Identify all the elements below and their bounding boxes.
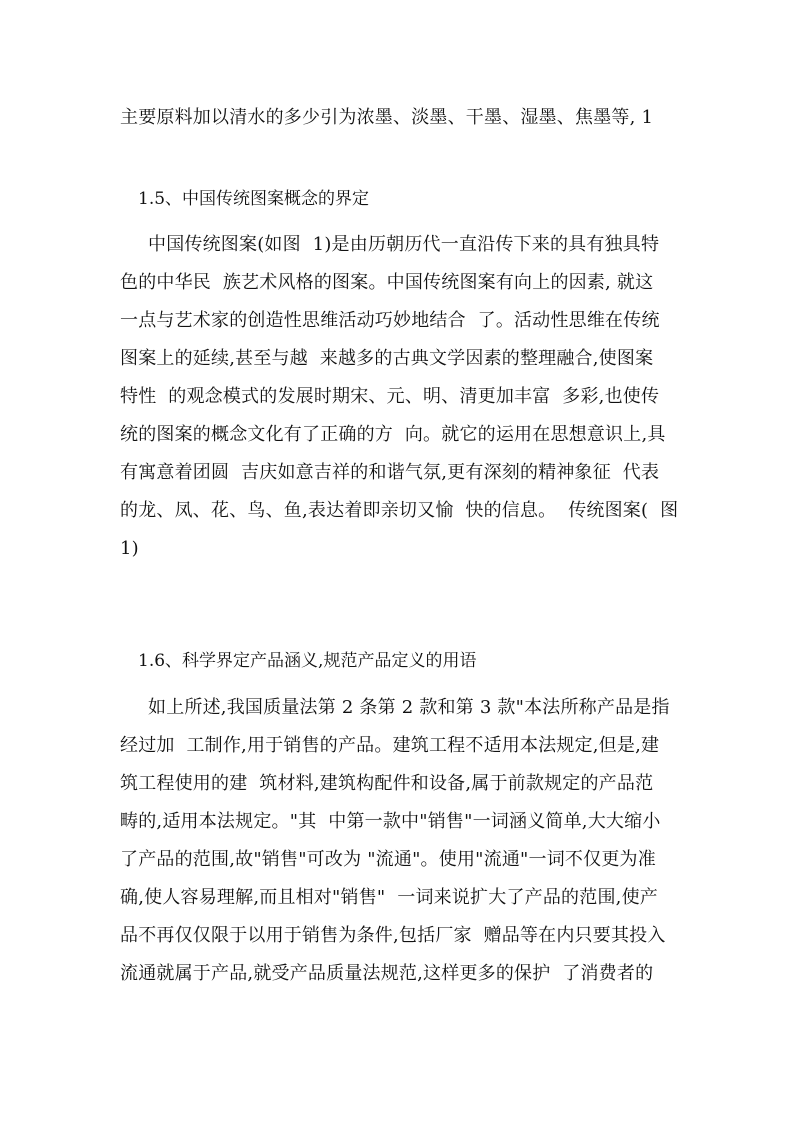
paragraph-line: 如上所述,我国质量法第 2 条第 2 款和第 3 款"本法所称产品是指 bbox=[148, 697, 670, 718]
paragraph-line: 统的图案的概念文化有了正确的方 向。就它的运用在思想意识上,具 bbox=[120, 424, 666, 445]
paragraph-line: 确,使人容易理解,而且相对"销售" 一词来说扩大了产品的范围,使产 bbox=[120, 887, 658, 908]
paragraph-line: 品不再仅仅限于以用于销售为条件,包括厂家 赠品等在内只要其投入 bbox=[120, 925, 666, 946]
paragraph-line: 有寓意着团圆 吉庆如意吉祥的和谐气氛,更有深刻的精神象征 代表 bbox=[120, 462, 660, 483]
paragraph-line: 筑工程使用的建 筑材料,建筑构配件和设备,属于前款规定的产品范 bbox=[120, 773, 654, 794]
intro-line: 主要原料加以清水的多少引为浓墨、淡墨、干墨、湿墨、焦墨等, 1 bbox=[120, 107, 654, 128]
paragraph-line: 一点与艺术家的创造性思维活动巧妙地结合 了。活动性思维在传统 bbox=[120, 310, 660, 331]
paragraph-line: 中国传统图案(如图 1)是由历朝历代一直沿传下来的具有独具特 bbox=[148, 234, 660, 255]
paragraph-line: 了产品的范围,故"销售"可改为 "流通"。使用"流通"一词不仅更为准 bbox=[120, 849, 656, 870]
section-1-6-heading: 1.6、科学界定产品涵义,规范产品定义的用语 bbox=[138, 651, 477, 671]
paragraph-line: 经过加 工制作,用于销售的产品。建筑工程不适用本法规定,但是,建 bbox=[120, 735, 660, 756]
paragraph-line: 的龙、凤、花、鸟、鱼,表达着即亲切又愉 快的信息。 传统图案( 图 bbox=[120, 500, 679, 521]
paragraph-line: 图案上的延续,甚至与越 来越多的古典文学因素的整理融合,使图案 bbox=[120, 348, 654, 369]
paragraph-line: 特性 的观念模式的发展时期宋、元、明、清更加丰富 多彩,也使传 bbox=[120, 386, 660, 407]
paragraph-line: 1) bbox=[120, 538, 139, 559]
paragraph-line: 色的中华民 族艺术风格的图案。中国传统图案有向上的因素, 就这 bbox=[120, 272, 654, 293]
paragraph-line: 流通就属于产品,就受产品质量法规范,这样更多的保护 了消费者的 bbox=[120, 963, 654, 984]
paragraph-line: 畴的,适用本法规定。"其 中第一款中"销售"一词涵义简单,大大缩小 bbox=[120, 811, 661, 832]
section-1-5-heading: 1.5、中国传统图案概念的界定 bbox=[138, 189, 370, 209]
